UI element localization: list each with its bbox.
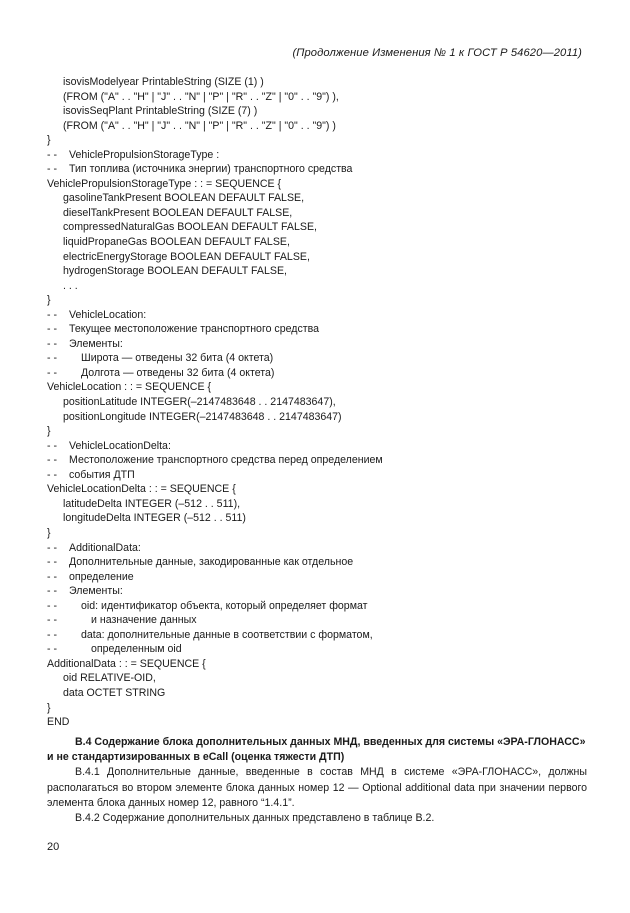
comment-dash: - - [47, 541, 57, 554]
comment-text: AdditionalData: [69, 541, 141, 554]
asn1-code-block [47, 75, 592, 730]
code-line: latitudeDelta INTEGER (–512 . . 511), [63, 497, 241, 510]
comment-text: Текущее местоположение транспортного средства [69, 323, 319, 336]
comment-text: Тип топлива (источника энергии) транспортного средства [69, 163, 353, 176]
running-header: (Продолжение Изменения № 1 к ГОСТ Р 54620—2011) [292, 47, 582, 59]
comment-text: VehicleLocation: [69, 308, 147, 321]
comment-dash: - - [47, 599, 57, 612]
comment-text: VehicleLocationDelta: [69, 439, 171, 452]
comment-dash: - - [47, 454, 57, 467]
code-line: } [47, 425, 51, 438]
comment-dash: - - [47, 614, 57, 627]
code-line: VehicleLocationDelta : : = SEQUENCE { [47, 483, 236, 496]
comment-line [47, 599, 592, 614]
code-line: (FROM ("A" . . "H" | "J" . . "N" | "P" | "R" . . "Z" | "0" . . "9") ), [63, 90, 339, 103]
comment-text: определение [69, 570, 134, 583]
comment-dash: - - [47, 308, 57, 321]
comment-line [47, 628, 592, 643]
comment-text: Местоположение транспортного средства перед определением [69, 454, 383, 467]
code-line: isovisModelyear PrintableString (SIZE (1) ) [63, 76, 264, 88]
comment-line [47, 613, 592, 628]
code-line: . . . [63, 279, 78, 292]
comment-line [47, 366, 592, 381]
code-line: data OCTET STRING [63, 686, 166, 699]
comment-line [47, 308, 592, 323]
code-line: AdditionalData : : = SEQUENCE { [47, 657, 206, 670]
comment-text: Дополнительные данные, закодированные как отдельное [69, 556, 354, 569]
code-line: hydrogenStorage BOOLEAN DEFAULT FALSE, [63, 265, 287, 278]
code-line: compressedNaturalGas BOOLEAN DEFAULT FALSE, [63, 221, 317, 234]
comment-text: события ДТП [69, 468, 135, 481]
code-line: VehicleLocation : : = SEQUENCE { [47, 381, 211, 394]
comment-line [47, 570, 592, 585]
comment-text: Долгота — отведены 32 бита (4 октета) [81, 366, 275, 379]
code-line: } [47, 134, 51, 147]
comment-dash: - - [47, 468, 57, 481]
paragraph: В.4.1 Дополнительные данные, введенные в состав МНД в системе «ЭРА-ГЛОНАСС», должны располагаться во втором элементе блока данных номер 12 — Optional additional data при значении первого элемента блока данных номер 12, равного “1.4.1”. [47, 766, 587, 809]
code-line: positionLongitude INTEGER(–2147483648 . . 2147483647) [63, 410, 342, 423]
paragraph: В.4.2 Содержание дополнительных данных представлено в таблице В.2. [75, 812, 435, 825]
comment-dash: - - [47, 570, 57, 583]
comment-dash: - - [47, 366, 57, 379]
comment-text: Элементы: [69, 337, 123, 350]
section-heading: В.4 Содержание блока дополнительных данных МНД, введенных для системы «ЭРА-ГЛОНАСС» и не стандартизированных в eCall (оценка тяжести ДТП) [47, 736, 586, 764]
comment-line [47, 642, 592, 657]
comment-text: и назначение данных [91, 614, 197, 627]
code-line: } [47, 294, 51, 307]
code-line: longitudeDelta INTEGER (–512 . . 511) [63, 512, 246, 525]
comment-dash: - - [47, 337, 57, 350]
comment-dash: - - [47, 643, 57, 656]
code-line: VehiclePropulsionStorageType : : = SEQUENCE { [47, 177, 282, 190]
comment-line [47, 555, 592, 570]
code-line: gasolineTankPresent BOOLEAN DEFAULT FALSE, [63, 192, 305, 205]
page-number: 20 [47, 841, 60, 853]
comment-line [47, 468, 592, 483]
comment-line [47, 351, 592, 366]
code-line: positionLatitude INTEGER(–2147483648 . . 2147483647), [63, 396, 336, 409]
code-line: liquidPropaneGas BOOLEAN DEFAULT FALSE, [63, 236, 290, 249]
code-line: } [47, 526, 51, 539]
comment-text: Широта — отведены 32 бита (4 октета) [81, 352, 274, 365]
comment-dash: - - [47, 148, 57, 161]
code-line: oid RELATIVE-OID, [63, 672, 156, 685]
comment-line [47, 584, 592, 599]
comment-text: data: дополнительные данные в соответствии с форматом, [81, 628, 373, 641]
code-line: isovisSeqPlant PrintableString (SIZE (7) ) [63, 105, 258, 118]
code-line: (FROM ("A" . . "H" | "J" . . "N" | "P" | "R" . . "Z" | "0" . . "9") ) [63, 119, 336, 132]
comment-dash: - - [47, 352, 57, 365]
comment-dash: - - [47, 439, 57, 452]
comment-line [47, 162, 592, 177]
comment-line [47, 322, 592, 337]
comment-text: oid: идентификатор объекта, который определяет формат [81, 599, 368, 612]
code-line: dieselTankPresent BOOLEAN DEFAULT FALSE, [63, 206, 293, 219]
comment-dash: - - [47, 163, 57, 176]
comment-text: определенным oid [91, 643, 182, 656]
code-line: } [47, 701, 51, 714]
comment-text: Элементы: [69, 585, 123, 598]
comment-line [47, 148, 592, 163]
section-body [47, 735, 587, 826]
code-line: END [47, 716, 70, 729]
comment-line [47, 541, 592, 556]
comment-line [47, 439, 592, 454]
code-line: electricEnergyStorage BOOLEAN DEFAULT FALSE, [63, 250, 310, 263]
comment-dash: - - [47, 323, 57, 336]
comment-text: VehiclePropulsionStorageType : [69, 148, 220, 161]
comment-line [47, 337, 592, 352]
comment-dash: - - [47, 556, 57, 569]
comment-line [47, 453, 592, 468]
comment-dash: - - [47, 585, 57, 598]
comment-dash: - - [47, 628, 57, 641]
